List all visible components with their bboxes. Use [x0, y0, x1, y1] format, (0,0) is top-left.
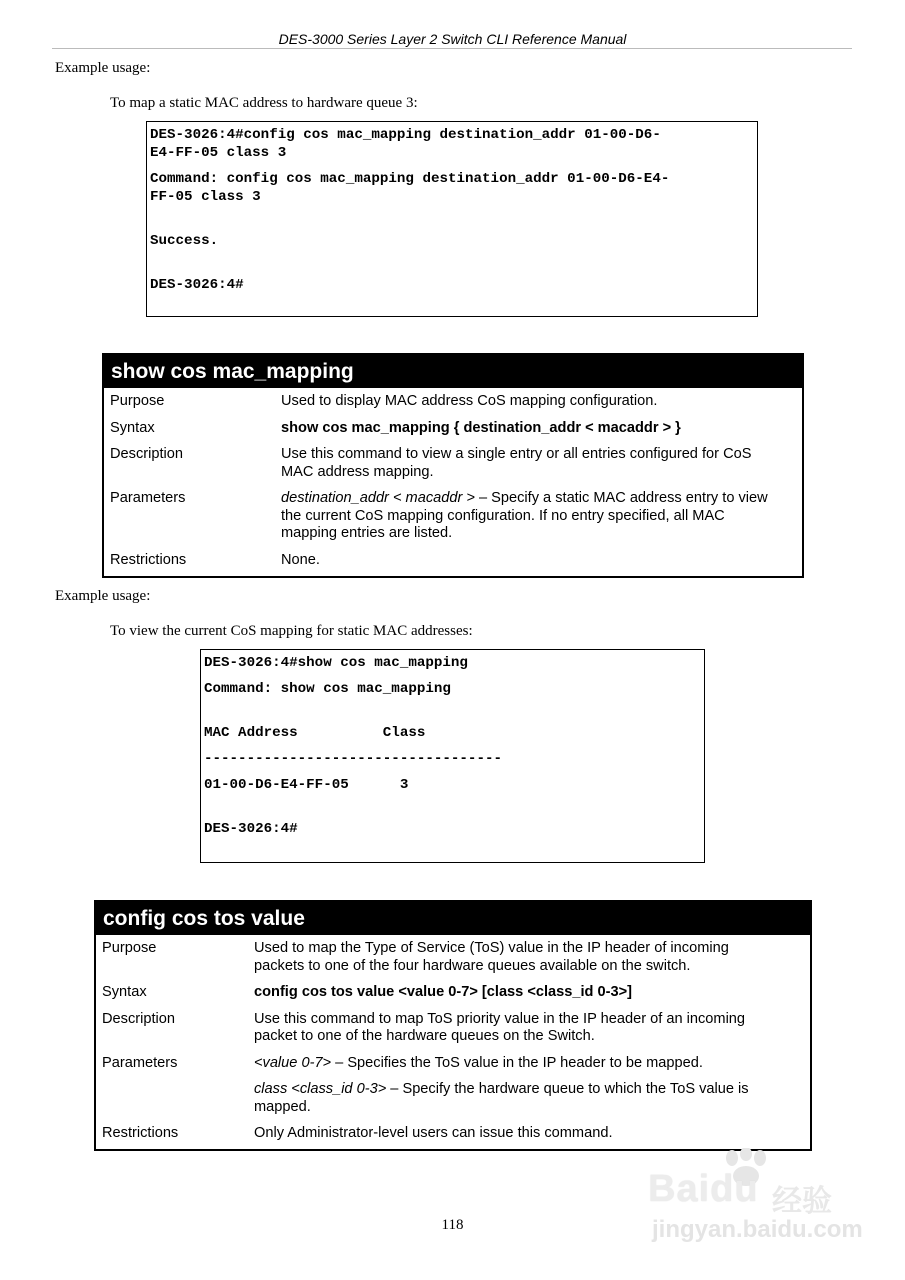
syntax-row: [96, 984, 810, 1002]
code-line: 01-00-D6-E4-FF-05 3: [204, 777, 409, 793]
page-number: 118: [441, 1217, 464, 1233]
parameter-desc: – Specify a static MAC address entry to view: [474, 490, 768, 506]
purpose-row: [96, 940, 810, 975]
parameter-name: destination_addr < macaddr >: [281, 490, 475, 506]
code-line: [204, 802, 701, 820]
description-line: MAC address mapping.: [281, 463, 434, 480]
example-usage-heading-1: Example usage:: [55, 60, 151, 76]
description-line: Use this command to view a single entry or all entries configured for CoS: [281, 446, 752, 462]
purpose-line: packets to one of the four hardware queues available on the switch.: [254, 957, 691, 974]
code-line: DES-3026:4#: [150, 277, 244, 293]
parameters-value: [254, 1055, 804, 1117]
parameters-row: [104, 490, 802, 543]
parameter-desc-line: mapped.: [254, 1098, 311, 1115]
code-line: E4-FF-05 class 3: [150, 145, 287, 161]
purpose-value: Used to display MAC address CoS mapping configuration.: [281, 393, 658, 409]
watermark-logo: Baidu: [648, 1168, 759, 1210]
parameter-desc: – Specify the hardware queue to which the ToS value is: [386, 1081, 749, 1097]
description-line: Use this command to map ToS priority value in the IP header of an incoming: [254, 1010, 746, 1027]
code-line: DES-3026:4#config cos mac_mapping destination_addr 01-00-D6-: [150, 127, 661, 143]
parameter-desc-line: the current CoS mapping configuration. If no entry specified, all MAC: [281, 507, 725, 524]
description-line: packet to one of the hardware queues on the Switch.: [254, 1028, 595, 1044]
purpose-line: Used to map the Type of Service (ToS) value in the IP header of incoming: [254, 940, 729, 956]
purpose-value: [254, 940, 804, 975]
code-line: MAC Address Class: [204, 725, 426, 741]
syntax-value: config cos tos value <value 0-7> [class <class_id 0-3>]: [254, 984, 633, 1000]
watermark-cn: 经验: [772, 1184, 832, 1219]
syntax-label: Syntax: [102, 984, 147, 1000]
code-line: DES-3026:4#show cos mac_mapping: [204, 655, 468, 671]
restrictions-value: None.: [281, 551, 320, 568]
description-label: Description: [102, 1010, 175, 1027]
code-line: [204, 706, 701, 724]
code-line: [150, 214, 754, 232]
page-header-title: DES-3000 Series Layer 2 Switch CLI Reference Manual: [278, 31, 627, 47]
description-row: [104, 446, 802, 481]
purpose-label: Purpose: [110, 393, 165, 409]
example-intro-1: To map a static MAC address to hardware queue 3:: [110, 95, 418, 111]
command-table-show-cos-mac-mapping: [102, 353, 804, 578]
parameter-name: <value 0-7>: [254, 1054, 332, 1071]
restrictions-value: Only Administrator-level users can issue this command.: [254, 1125, 613, 1141]
restrictions-label: Restrictions: [102, 1125, 179, 1141]
code-example-2: [200, 649, 705, 863]
watermark-url: jingyan.baidu.com: [652, 1216, 863, 1243]
syntax-value: show cos mac_mapping { destination_addr < macaddr > }: [281, 419, 681, 436]
purpose-row: [104, 393, 802, 411]
code-line: [150, 258, 754, 276]
code-line: -----------------------------------: [204, 751, 502, 767]
code-line: Command: config cos mac_mapping destination_addr 01-00-D6-E4-: [150, 171, 670, 187]
code-line: FF-05 class 3: [150, 189, 261, 205]
parameter-name: class <class_id 0-3>: [254, 1081, 387, 1097]
parameters-label: Parameters: [102, 1054, 178, 1071]
parameter-desc: – Specifies the ToS value in the IP header to be mapped.: [331, 1054, 703, 1071]
parameter-desc-line: mapping entries are listed.: [281, 525, 453, 541]
description-label: Description: [110, 446, 183, 462]
command-table-config-cos-tos-value: [94, 900, 812, 1151]
parameters-value: [281, 490, 796, 543]
description-value: [254, 1011, 804, 1046]
description-value: [281, 446, 796, 481]
header-divider: [52, 48, 852, 49]
restrictions-row: [96, 1125, 810, 1143]
syntax-row: [104, 420, 802, 438]
parameters-label: Parameters: [110, 490, 186, 506]
restrictions-label: Restrictions: [110, 551, 187, 568]
code-line: DES-3026:4#: [204, 821, 298, 837]
example-intro-2: To view the current CoS mapping for static MAC addresses:: [110, 623, 473, 639]
parameters-row: [96, 1055, 810, 1117]
command-title: config cos tos value: [96, 902, 810, 935]
restrictions-row: [104, 552, 802, 570]
example-usage-heading-2: Example usage:: [55, 588, 151, 604]
code-example-1: [146, 121, 758, 317]
code-line: Success.: [150, 233, 219, 249]
command-title: show cos mac_mapping: [104, 355, 802, 388]
code-line: Command: show cos mac_mapping: [204, 681, 451, 697]
description-row: [96, 1011, 810, 1046]
syntax-label: Syntax: [110, 419, 155, 436]
purpose-label: Purpose: [102, 940, 157, 956]
